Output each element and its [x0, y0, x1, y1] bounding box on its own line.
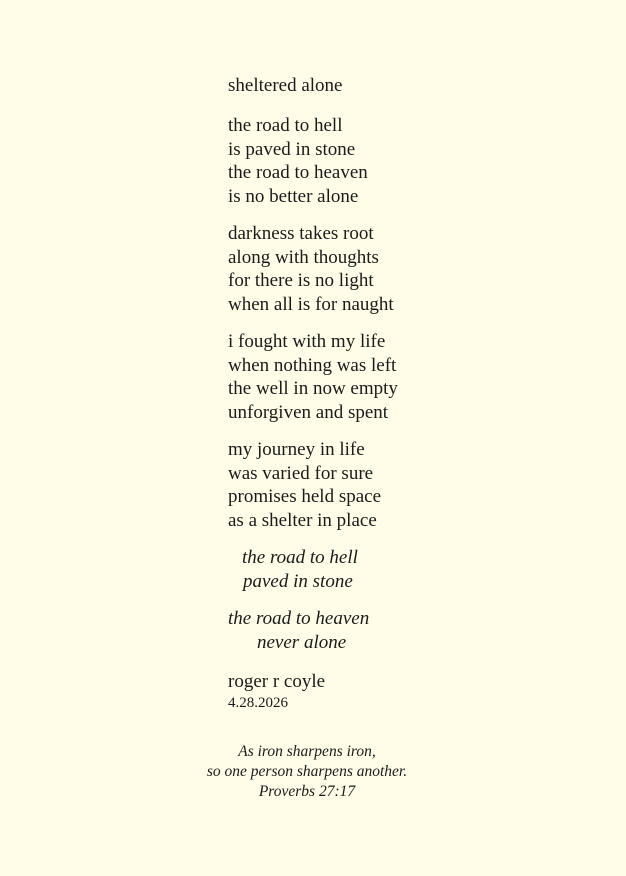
stanza-4 [228, 438, 588, 532]
verse-reference: Proverbs 27:17 [258, 783, 356, 800]
poem-line: when all is for naught [228, 293, 394, 315]
poem-line: promises held space [228, 486, 382, 507]
refrain-line: never alone [257, 631, 347, 653]
refrain-2 [228, 607, 588, 654]
poem-line: darkness takes root [228, 223, 374, 244]
poem-line: my journey in life [228, 439, 365, 460]
poem-line: unforgiven and spent [228, 401, 389, 423]
stanza-1 [228, 114, 588, 208]
poem-line: the road to heaven [228, 162, 368, 183]
poem-line: the road to hell [228, 115, 343, 136]
author-name: roger r coyle [228, 671, 326, 692]
poem-line: for there is no light [228, 270, 374, 291]
verse-line: so one person sharpens another. [206, 763, 408, 780]
poem-title: sheltered alone [228, 75, 343, 96]
poem-line: was varied for sure [228, 462, 374, 484]
poem-line: is no better alone [228, 185, 359, 207]
poem-date: 4.28.2026 [228, 695, 288, 711]
stanza-3 [228, 330, 588, 424]
poem-line: when nothing was left [228, 354, 397, 376]
poem-line: is paved in stone [228, 138, 356, 160]
refrain-line: paved in stone [243, 570, 353, 592]
poem [228, 74, 588, 713]
poem-line: along with thoughts [228, 246, 379, 268]
poem-line: as a shelter in place [228, 509, 377, 531]
verse-line: As iron sharpens iron, [238, 743, 376, 760]
stanza-2 [228, 222, 588, 316]
refrain-line: the road to hell [242, 547, 358, 568]
poem-line: i fought with my life [228, 331, 386, 352]
refrain-line: the road to heaven [228, 608, 370, 629]
poem-line: the well in now empty [228, 378, 398, 399]
signature [228, 670, 588, 713]
scripture-verse [0, 742, 614, 802]
refrain-1 [242, 546, 588, 593]
